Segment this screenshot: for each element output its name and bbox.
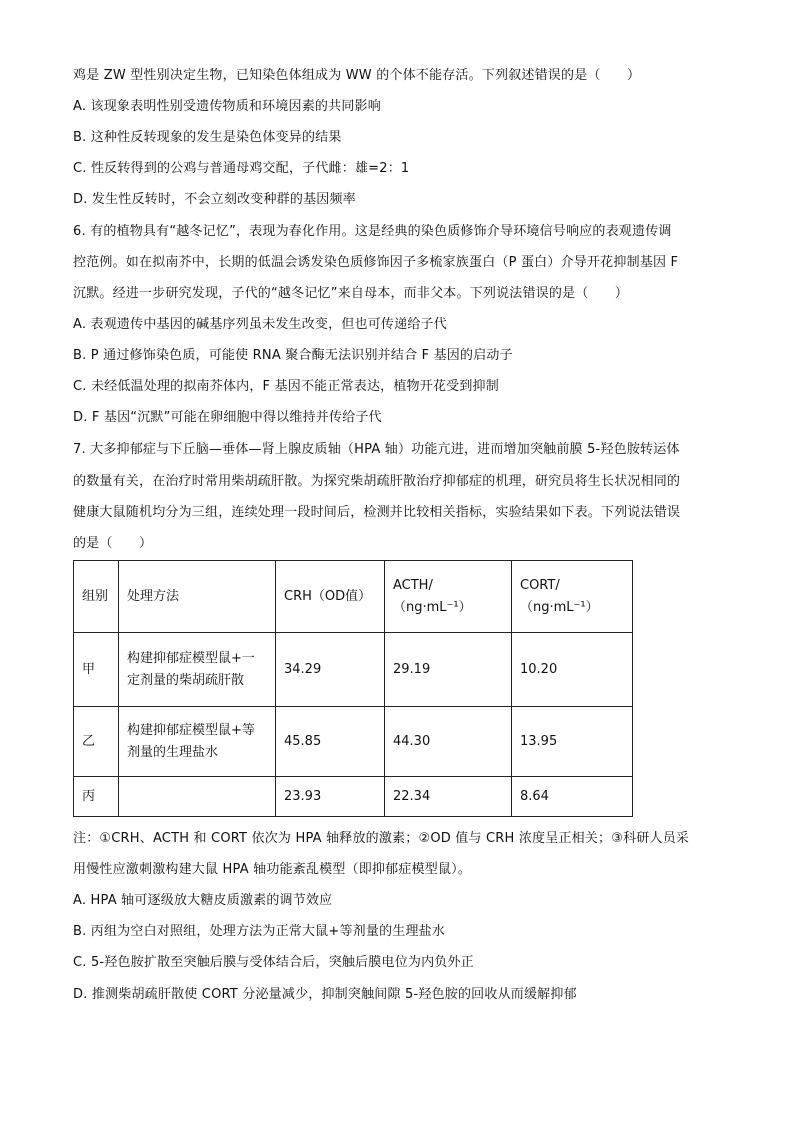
q7-stem-line-1: 7. 大多抑郁症与下丘脑—垂体—肾上腺皮质轴（HPA 轴）功能亢进，进而增加突触前膜 5-羟色胺转运体 bbox=[73, 442, 680, 457]
header-crh: CRH（OD值） bbox=[276, 561, 385, 633]
q7-stem-line-3: 健康大鼠随机均分为三组，连续处理一段时间后，检测并比较相关指标，实验结果如下表。下列说法错误 bbox=[73, 505, 681, 520]
cell-treatment bbox=[119, 777, 276, 817]
cell-group: 乙 bbox=[74, 707, 119, 777]
q6-stem-line-2: 控范例。如在拟南芥中，长期的低温会诱发染色质修饰因子多梳家族蛋白（P 蛋白）介导开花抑制基因 F bbox=[73, 255, 679, 270]
table-note-line-2: 用慢性应激刺激构建大鼠 HPA 轴功能紊乱模型（即抑郁症模型鼠）。 bbox=[73, 862, 472, 877]
q6-option-b: B. P 通过修饰染色质，可能使 RNA 聚合酶无法识别并结合 F 基因的启动子 bbox=[73, 348, 513, 363]
table-row bbox=[74, 633, 633, 707]
q6-stem-line-1: 6. 有的植物具有“越冬记忆”，表现为春化作用。这是经典的染色质修饰介导环境信号响应的表观遗传调 bbox=[73, 224, 672, 239]
q7-stem-line-4: 的是（ ） bbox=[73, 536, 153, 551]
q6-option-a: A. 表观遗传中基因的碱基序列虽未发生改变，但也可传递给子代 bbox=[73, 317, 447, 332]
table-note-line-1: 注：①CRH、ACTH 和 CORT 依次为 HPA 轴释放的激素；②OD 值与 CRH 浓度呈正相关；③科研人员采 bbox=[73, 831, 690, 846]
cell-group: 甲 bbox=[74, 633, 119, 707]
cell-cort: 8.64 bbox=[512, 777, 633, 817]
q6-option-d: D. F 基因“沉默”可能在卵细胞中得以维持并传给子代 bbox=[73, 410, 382, 425]
q5-option-a: A. 该现象表明性别受遗传物质和环境因素的共同影响 bbox=[73, 99, 381, 114]
q6-stem-line-3: 沉默。经进一步研究发现，子代的“越冬记忆”来自母本，而非父本。下列说法错误的是（ ） bbox=[73, 286, 629, 301]
q7-option-c: C. 5-羟色胺扩散至突触后膜与受体结合后，突触后膜电位为内负外正 bbox=[73, 955, 474, 970]
q7-option-d: D. 推测柴胡疏肝散使 CORT 分泌量减少，抑制突触间隙 5-羟色胺的回收从而缓解抑郁 bbox=[73, 987, 577, 1002]
q5-option-c: C. 性反转得到的公鸡与普通母鸡交配，子代雌：雄=2：1 bbox=[73, 161, 410, 176]
q5-option-b: B. 这种性反转现象的发生是染色体变异的结果 bbox=[73, 130, 342, 145]
header-treatment: 处理方法 bbox=[119, 561, 276, 633]
cell-treatment: 构建抑郁症模型鼠+一定剂量的柴胡疏肝散 bbox=[119, 633, 276, 707]
q7-option-b: B. 丙组为空白对照组，处理方法为正常大鼠+等剂量的生理盐水 bbox=[73, 924, 446, 939]
cell-acth: 22.34 bbox=[385, 777, 512, 817]
table-row bbox=[74, 777, 633, 817]
q6-option-c: C. 未经低温处理的拟南芥体内，F 基因不能正常表达，植物开花受到抑制 bbox=[73, 379, 499, 394]
cell-acth: 44.30 bbox=[385, 707, 512, 777]
cell-cort: 13.95 bbox=[512, 707, 633, 777]
q7-option-a: A. HPA 轴可逐级放大糖皮质激素的调节效应 bbox=[73, 893, 333, 908]
cell-treatment: 构建抑郁症模型鼠+等剂量的生理盐水 bbox=[119, 707, 276, 777]
q7-stem-line-2: 的数量有关，在治疗时常用柴胡疏肝散。为探究柴胡疏肝散治疗抑郁症的机理，研究员将生长状况相同的 bbox=[73, 474, 681, 489]
cell-crh: 34.29 bbox=[276, 633, 385, 707]
header-group: 组别 bbox=[74, 561, 119, 633]
header-cort: CORT/（ng·mL⁻¹） bbox=[512, 561, 633, 633]
cell-group: 丙 bbox=[74, 777, 119, 817]
table-row bbox=[74, 707, 633, 777]
cell-acth: 29.19 bbox=[385, 633, 512, 707]
header-acth: ACTH/（ng·mL⁻¹） bbox=[385, 561, 512, 633]
cell-crh: 45.85 bbox=[276, 707, 385, 777]
cell-crh: 23.93 bbox=[276, 777, 385, 817]
results-table bbox=[73, 560, 633, 817]
cell-cort: 10.20 bbox=[512, 633, 633, 707]
q5-stem: 鸡是 ZW 型性别决定生物，已知染色体组成为 WW 的个体不能存活。下列叙述错误的是（ ） bbox=[73, 68, 641, 83]
q5-option-d: D. 发生性反转时，不会立刻改变种群的基因频率 bbox=[73, 192, 356, 207]
table-header-row bbox=[74, 561, 633, 633]
